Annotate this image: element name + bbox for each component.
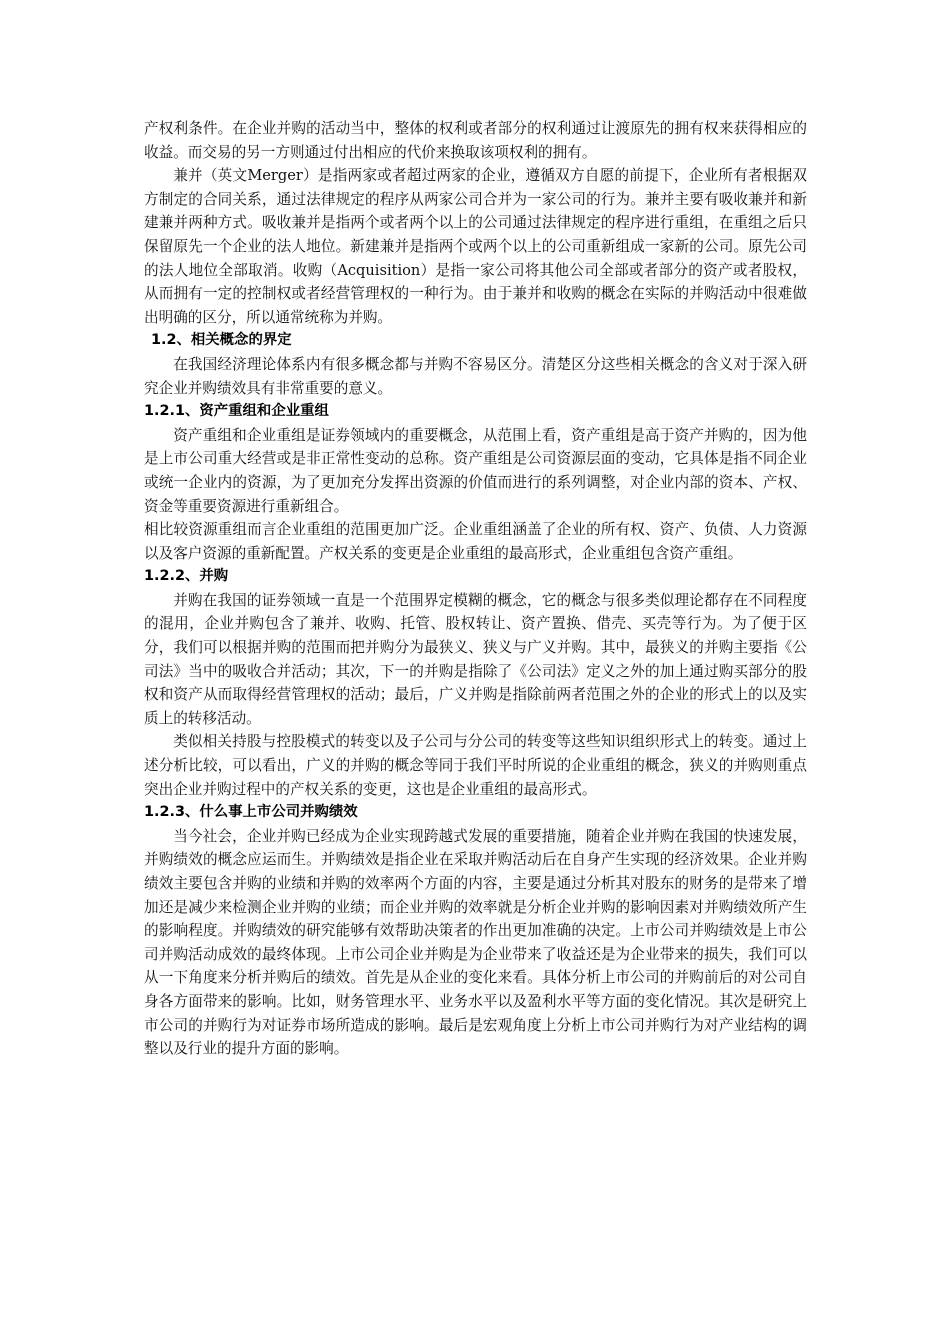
paragraph-asset-restructuring: 资产重组和企业重组是证券领域内的重要概念，从范围上看，资产重组是高于资产并购的，因为他是上市公司重大经营或是非正常性变动的总称。资产重组是公司资源层面的变动，它具体是指不同企业或统一企业内的资源，为了更加充分发挥出资源的价值而进行的系列调整，对企业内部的资本、产权、资金等重要资源进行重新组合。 [144, 426, 807, 515]
paragraph-merger-definition: 兼并（英文Merger）是指两家或者超过两家的企业，遵循双方自愿的前提下，企业所有者根据双方制定的合同关系，通过法律规定的程序从两家公司合并为一家公司的行为。兼并主要有吸收兼并和新建兼并两种方式。吸收兼并是指两个或者两个以上的公司通过法律规定的程序进行重组，在重组之后只保留原先一个企业的法人地位。新建兼并是指两个或两个以上的公司重新组成一家新的公司。原先公司的法人地位全部取消。收购（Acquisition）是指一家公司将其他公司全部或者部分的资产或者股权，从而拥有一定的控制权或者经营管理权的一种行为。由于兼并和收购的概念在实际的并购活动中很难做出明确的区分，所以通常统称为并购。 [144, 167, 807, 326]
section-heading-1-2: 1.2、相关概念的界定 [151, 332, 292, 349]
paragraph-mna-performance: 当今社会，企业并购已经成为企业实现跨越式发展的重要措施，随着企业并购在我国的快速发展，并购绩效的概念应运而生。并购绩效是指企业在采取并购活动后在自身产生实现的经济效果。企业并购绩效主要包含并购的业绩和并购的效率两个方面的内容，主要是通过分析其对股东的财务的是带来了增加还是减少来检测企业并购的业绩；而企业并购的效率就是分析企业并购的影响因素对并购绩效所产生的影响程度。并购绩效的研究能够有效帮助决策者的作出更加准确的决定。上市公司并购绩效是上市公司并购活动成效的最终体现。上市公司企业并购是为企业带来了收益还是为企业带来的损失，我们可以从一下角度来分析并购后的绩效。首先是从企业的变化来看。具体分析上市公司的并购前后的对公司自身各方面带来的影响。比如，财务管理水平、业务水平以及盈利水平等方面的变化情况。其次是研究上市公司的并购行为对证券市场所造成的影响。最后是宏观角度上分析上市公司并购行为对产业结构的调整以及行业的提升方面的影响。 [144, 827, 807, 1058]
section-heading-1-2-2: 1.2.2、并购 [144, 568, 229, 585]
section-heading-1-2-3: 1.2.3、什么事上市公司并购绩效 [144, 804, 358, 821]
paragraph-concept-intro: 在我国经济理论体系内有很多概念都与并购不容易区分。清楚区分这些相关概念的含义对于深入研究企业并购绩效具有非常重要的意义。 [144, 355, 807, 397]
document-page [144, 117, 807, 1061]
paragraph-mna-comparison: 类似相关持股与控股模式的转变以及子公司与分公司的转变等这些知识组织形式上的转变。通过上述分析比较，可以看出，广义的并购的概念等同于我们平时所说的企业重组的概念，狭义的并购则重点突出企业并购过程中的产权关系的变更，这也是企业重组的最高形式。 [144, 733, 807, 798]
paragraph-enterprise-restructuring: 相比较资源重组而言企业重组的范围更加广泛。企业重组涵盖了企业的所有权、资产、负债、人力资源以及客户资源的重新配置。产权关系的变更是企业重组的最高形式，企业重组包含资产重组。 [144, 521, 807, 562]
paragraph-mna-scope: 并购在我国的证券领域一直是一个范围界定模糊的概念，它的概念与很多类似理论都存在不同程度的混用，企业并购包含了兼并、收购、托管、股权转让、资产置换、借壳、买壳等行为。为了便于区分，我们可以根据并购的范围而把并购分为最狭义、狭义与广义并购。其中，最狭义的并购主要指《公司法》当中的吸收合并活动；其次，下一的并购是指除了《公司法》定义之外的加上通过购买部分的股权和资产从而取得经营管理权的活动；最后，广义并购是指除前两者范围之外的企业的形式上的以及实质上的转移活动。 [144, 591, 807, 727]
paragraph-property-rights: 产权利条件。在企业并购的活动当中，整体的权利或者部分的权利通过让渡原先的拥有权来获得相应的收益。而交易的另一方则通过付出相应的代价来换取该项权利的拥有。 [144, 120, 807, 161]
section-heading-1-2-1: 1.2.1、资产重组和企业重组 [144, 403, 329, 420]
